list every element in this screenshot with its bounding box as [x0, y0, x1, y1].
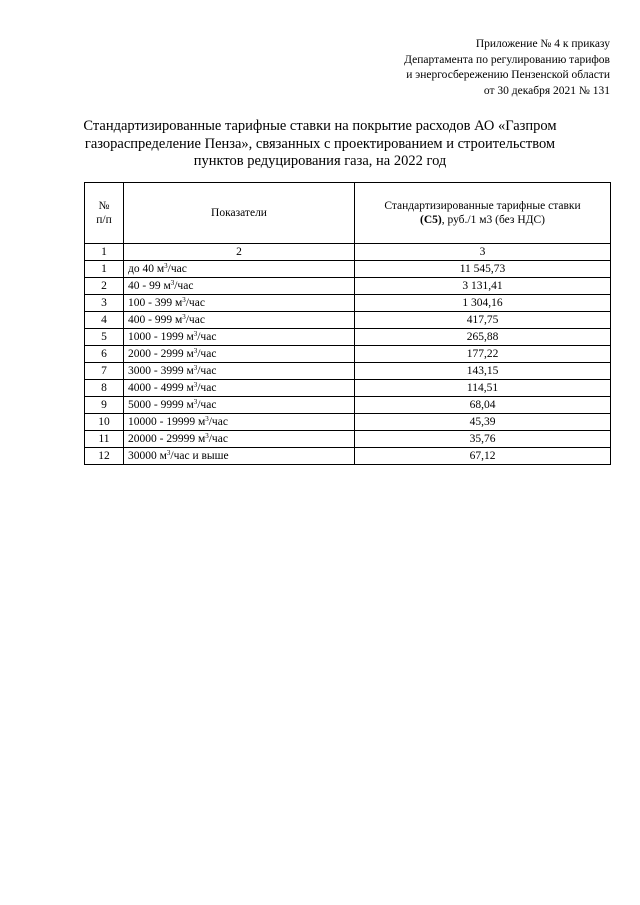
row-number: 4: [85, 312, 124, 329]
indicator-unit: /час: [197, 381, 217, 394]
table-row: [85, 431, 611, 448]
cubic-superscript: 3: [166, 448, 171, 457]
document-title: [60, 118, 580, 171]
column-number-row: [85, 244, 611, 261]
indicator-unit: /час: [174, 279, 194, 292]
indicator-unit: /час: [167, 262, 187, 275]
indicator-unit: /час: [197, 364, 217, 377]
indicator-unit: /час: [197, 347, 217, 360]
indicator-range: 3000 - 3999 м: [128, 364, 194, 377]
cubic-superscript: 3: [193, 363, 198, 372]
row-number: 6: [85, 346, 124, 363]
row-rate-value: 177,22: [355, 346, 611, 363]
row-rate-value: 1 304,16: [355, 295, 611, 312]
row-number: 10: [85, 414, 124, 431]
row-rate-value: 143,15: [355, 363, 611, 380]
cubic-superscript: 3: [182, 312, 186, 321]
cubic-superscript: 3: [182, 295, 186, 304]
table-row: [85, 448, 611, 465]
cubic-superscript: 3: [170, 278, 175, 287]
table-header-row: [85, 183, 611, 244]
table-row: [85, 261, 611, 278]
row-rate-value: 114,51: [355, 380, 611, 397]
cubic-superscript: 3: [193, 346, 198, 355]
row-rate-value: 45,39: [355, 414, 611, 431]
indicator-range: до 40 м: [128, 262, 165, 275]
header-rates-unit: [359, 213, 606, 227]
header-number-abbr: п/п: [96, 214, 112, 226]
appendix-line: Приложение № 4 к приказу: [475, 38, 610, 50]
indicator-unit: /час: [197, 398, 217, 411]
row-indicator: [124, 397, 355, 414]
row-number: 9: [85, 397, 124, 414]
table-row: [85, 312, 611, 329]
appendix-line: и энергосбережению Пензенской области: [406, 69, 610, 81]
indicator-range: 5000 - 9999 м: [128, 398, 194, 411]
table-row: [85, 363, 611, 380]
row-rate-value: 3 131,41: [355, 278, 611, 295]
row-rate-value: 417,75: [355, 312, 611, 329]
cubic-superscript: 3: [205, 431, 209, 440]
row-indicator: [124, 448, 355, 465]
row-number: 1: [85, 261, 124, 278]
row-indicator: [124, 295, 355, 312]
row-indicator: [124, 312, 355, 329]
indicator-unit: /час: [197, 330, 217, 343]
header-number-sign: №: [98, 200, 110, 212]
row-indicator: [124, 414, 355, 431]
header-rates-title: Стандартизированные тарифные ставки: [384, 200, 581, 212]
indicator-range: 40 - 99 м: [128, 279, 171, 292]
appendix-line: от 30 декабря 2021 № 131: [483, 84, 610, 97]
row-rate-value: 67,12: [355, 448, 611, 465]
indicator-range: 1000 - 1999 м: [128, 330, 194, 343]
indicator-unit: /час: [208, 432, 228, 445]
row-number: 8: [85, 380, 124, 397]
column-number: 1: [85, 244, 124, 261]
row-indicator: [124, 363, 355, 380]
table-row: [85, 346, 611, 363]
indicator-unit: /час: [208, 415, 228, 428]
cubic-superscript: 3: [164, 261, 168, 270]
row-indicator: [124, 346, 355, 363]
cubic-superscript: 3: [205, 414, 209, 423]
column-number: 2: [124, 244, 355, 261]
row-rate-value: 265,88: [355, 329, 611, 346]
indicator-unit: /час: [185, 296, 205, 309]
row-indicator: [124, 380, 355, 397]
indicator-unit: /час: [185, 313, 205, 326]
indicator-range: 4000 - 4999 м: [128, 381, 194, 394]
row-rate-value: 35,76: [355, 431, 611, 448]
table-row: [85, 295, 611, 312]
header-number: [85, 183, 124, 244]
title-line: пунктов редуцирования газа, на 2022 год: [193, 153, 447, 169]
row-indicator: [124, 431, 355, 448]
cubic-superscript: 3: [193, 380, 198, 389]
row-number: 3: [85, 295, 124, 312]
table-row: [85, 397, 611, 414]
row-number: 5: [85, 329, 124, 346]
appendix-reference: [404, 37, 610, 99]
row-rate-value: 11 545,73: [355, 261, 611, 278]
table-row: [85, 380, 611, 397]
indicator-range: 20000 - 29999 м: [128, 432, 206, 445]
row-indicator: [124, 329, 355, 346]
indicator-range: 2000 - 2999 м: [128, 347, 194, 360]
indicator-range: 100 - 399 м: [128, 296, 183, 309]
indicator-unit: /час и выше: [170, 449, 229, 462]
header-indicators: Показатели: [124, 183, 355, 244]
table-row: [85, 329, 611, 346]
appendix-line: Департамента по регулированию тарифов: [404, 53, 610, 66]
indicator-range: 10000 - 19999 м: [128, 415, 206, 428]
row-indicator: [124, 278, 355, 295]
row-number: 7: [85, 363, 124, 380]
table-row: [85, 414, 611, 431]
table-row: [85, 278, 611, 295]
cubic-superscript: 3: [193, 397, 198, 406]
cubic-superscript: 3: [193, 329, 198, 338]
tariff-rates-table: [84, 182, 611, 465]
row-number: 12: [85, 448, 124, 465]
header-rates: [355, 183, 611, 244]
indicator-range: 30000 м: [128, 449, 167, 462]
title-line: газораспределение Пенза», связанных с проектированием и строительством: [84, 135, 556, 152]
row-number: 2: [85, 278, 124, 295]
row-rate-value: 68,04: [355, 397, 611, 414]
column-number: 3: [355, 244, 611, 261]
title-line: Стандартизированные тарифные ставки на покрытие расходов АО «Газпром: [83, 118, 557, 134]
indicator-range: 400 - 999 м: [128, 313, 183, 326]
rate-unit-text: , руб./1 м3 (без НДС): [441, 214, 545, 226]
rate-code: (С5): [420, 214, 442, 226]
row-indicator: [124, 261, 355, 278]
row-number: 11: [85, 431, 124, 448]
